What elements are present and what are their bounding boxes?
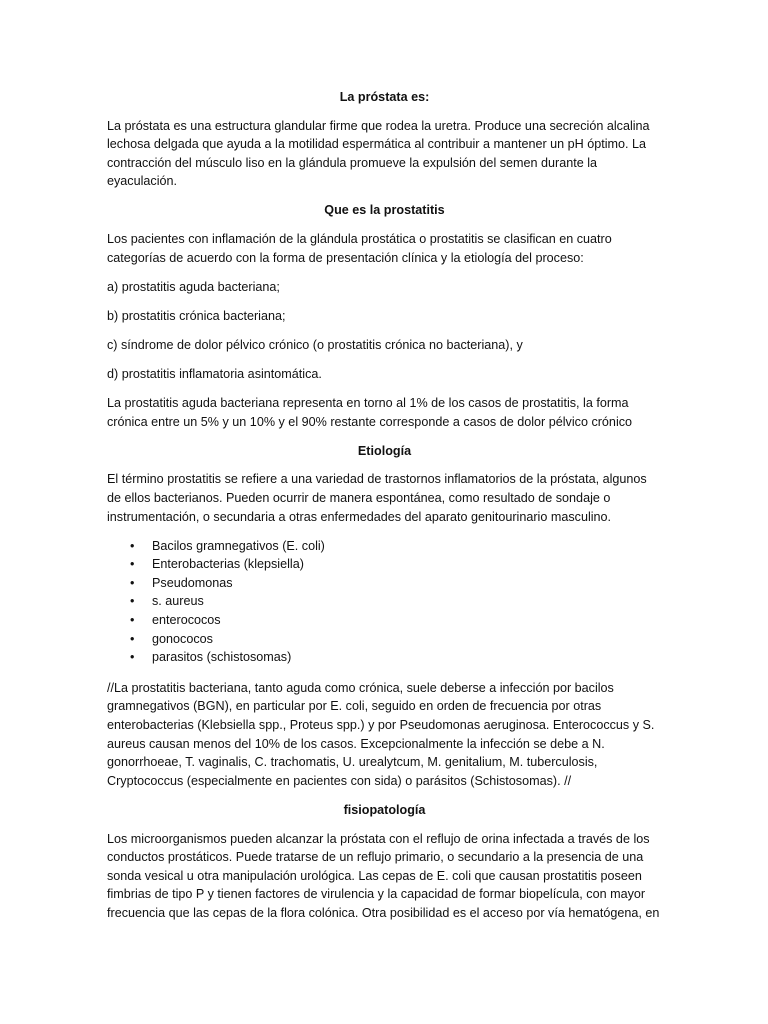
bullet-icon: • — [130, 631, 135, 646]
list-item-text: Bacilos gramnegativos (E. coli) — [152, 538, 325, 553]
heading-etiologia: Etiología — [357, 443, 412, 458]
list-item-text: parasitos (schistosomas) — [152, 650, 292, 665]
list-item — [130, 630, 662, 649]
bullet-list-pathogens — [107, 537, 662, 667]
list-item — [130, 574, 662, 593]
list-item-text: s. aureus — [152, 594, 204, 609]
list-item — [130, 592, 662, 611]
list-item-text: enterococos — [152, 613, 221, 628]
heading-fisiopatologia: fisiopatología — [343, 802, 426, 817]
category-item-d: d) prostatitis inflamatoria asintomática. — [107, 367, 322, 382]
bullet-icon: • — [130, 650, 135, 665]
bullet-icon: • — [130, 575, 135, 590]
paragraph-prostata-definition: La próstata es una estructura glandular firme que rodea la uretra. Produce una secreción alcalina lechosa delgada que ayuda a la motilidad espermática al contribuir a mantener un pH óptimo. La contracción del músculo liso en la glándula promueve la expulsión del semen durante la eyaculación. — [107, 118, 650, 189]
paragraph-prevalence: La prostatitis aguda bacteriana representa en torno al 1% de los casos de prostatitis, la forma crónica entre un 5% y un 10% y el 90% restante corresponde a casos de dolor pélvico crónico — [107, 396, 633, 429]
list-item — [130, 537, 662, 556]
document-body — [107, 88, 662, 933]
paragraph-etiologia: El término prostatitis se refiere a una variedad de trastornos inflamatorios de la próstata, algunos de ellos bacterianos. Pueden ocurrir de manera espontánea, como resultado de sondaje o instrumentación, o secundaria a otras enfermedades del aparato genitourinario masculino. — [107, 472, 647, 524]
paragraph-fisiopatologia: Los microorganismos pueden alcanzar la próstata con el reflujo de orina infectada a través de los conductos prostáticos. Puede tratarse de un reflujo primario, o secundario a la presencia de una sonda vesical u otra manipulación urológica. Las cepas de E. coli que causan prostatitis poseen fimbrias de tipo P y tienen factores de virulencia y la capacidad de formar biopelícula, con mayor frecuencia que las cepas de la flora colónica. Otra posibilidad es el acceso por vía hematógena, en — [107, 831, 660, 920]
bullet-icon: • — [130, 594, 135, 609]
paragraph-prostatitis-categories: Los pacientes con inflamación de la glándula prostática o prostatitis se clasifican en cuatro categorías de acuerdo con la forma de presentación clínica y la etiología del proceso: — [107, 232, 612, 265]
list-item-text: Enterobacterias (klepsiella) — [152, 557, 304, 572]
category-item-c: c) síndrome de dolor pélvico crónico (o prostatitis crónica no bacteriana), y — [107, 337, 523, 352]
heading-que-es-prostatitis: Que es la prostatitis — [324, 203, 445, 218]
bullet-icon: • — [130, 557, 135, 572]
list-item-text: gonococos — [152, 631, 213, 646]
list-item — [130, 648, 662, 667]
list-item-text: Pseudomonas — [152, 575, 233, 590]
bullet-icon: • — [130, 613, 135, 628]
paragraph-bacterial-causes: //La prostatitis bacteriana, tanto aguda como crónica, suele deberse a infección por bacilos gramnegativos (BGN), en particular por E. coli, seguido en orden de frecuencia por otras enterobacterias (Klebsiella spp., Proteus spp.) y por Pseudomonas aeruginosa. Enterococcus y S. aureus causan menos del 10% de los casos. Excepcionalmente la infección se debe a N. gonorrhoeae, T. vaginalis, C. trachomatis, U. urealytcum, M. genitalium, M. tuberculosis, Cryptococcus (especialmente en pacientes con sida) o parásitos (Schistosomas). // — [107, 680, 655, 788]
list-item — [130, 611, 662, 630]
category-item-b: b) prostatitis crónica bacteriana; — [107, 308, 286, 323]
bullet-icon: • — [130, 538, 135, 553]
list-item — [130, 555, 662, 574]
category-item-a: a) prostatitis aguda bacteriana; — [107, 279, 280, 294]
heading-la-prostata: La próstata es: — [339, 90, 430, 104]
